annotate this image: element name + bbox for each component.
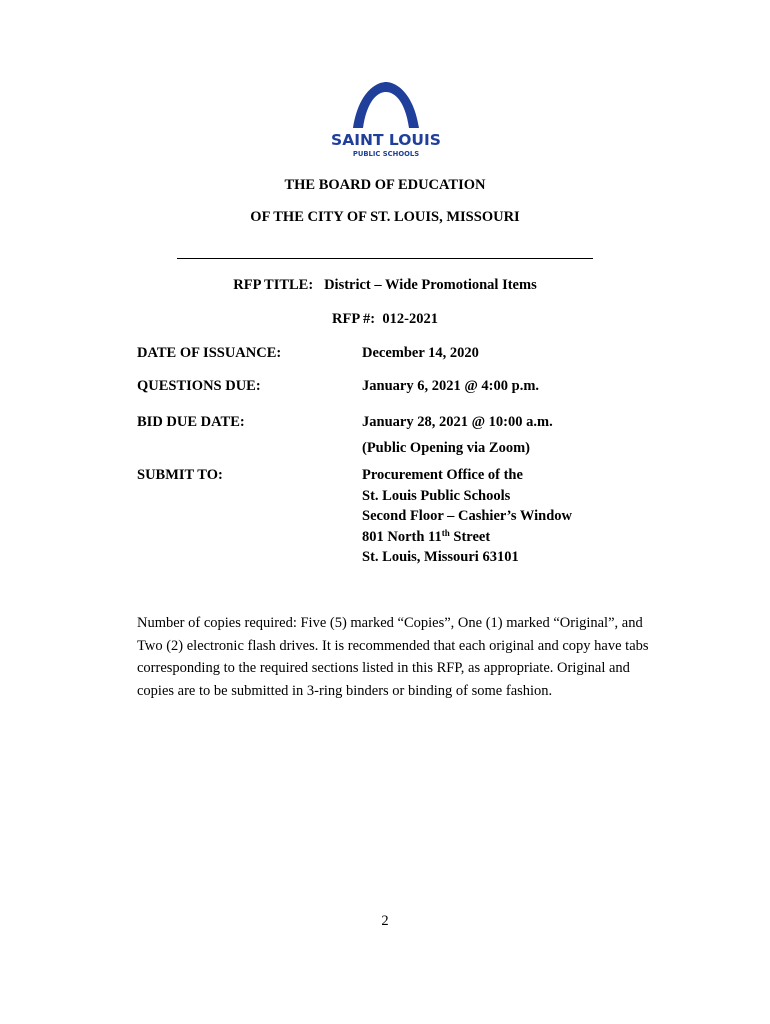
bid-due-value: January 28, 2021 @ 10:00 a.m. — [362, 414, 553, 430]
logo-subtitle: PUBLIC SCHOOLS — [352, 150, 420, 158]
submit-to-address — [362, 465, 572, 568]
rfp-number-line — [0, 311, 770, 328]
submit-to-label: SUBMIT TO: — [137, 467, 223, 483]
logo-wordmark: SAINT LOUIS — [331, 131, 441, 149]
rfp-number-value: 012-2021 — [382, 311, 438, 327]
ordinal-suffix: th — [441, 527, 450, 538]
board-title: THE BOARD OF EDUCATION — [284, 177, 486, 193]
board-subtitle: OF THE CITY OF ST. LOUIS, MISSOURI — [250, 209, 520, 225]
rfp-title-line — [0, 277, 770, 294]
bid-due-label: BID DUE DATE: — [137, 414, 245, 430]
rfp-title-label: RFP TITLE: — [233, 277, 314, 293]
street-name: Street — [449, 528, 491, 545]
page-number: 2 — [381, 913, 389, 929]
bid-opening-note: (Public Opening via Zoom) — [362, 440, 530, 456]
copies-instructions: Number of copies required: Five (5) marked “Copies”, One (1) marked “Original”, and Two (2) electronic flash drives. It is recommended that each original and copy have tabs corresponding to the required sections listed in this RFP, as appropriate. Original and copies are to be submitted in 3-ring binders or binding of some fashion. — [137, 615, 649, 699]
gateway-arch-shape — [353, 82, 419, 128]
address-line — [362, 527, 572, 548]
address-line: St. Louis, Missouri 63101 — [362, 549, 519, 565]
address-line: Second Floor – Cashier’s Window — [362, 508, 573, 524]
arch-logo-graphic — [326, 78, 446, 160]
saint-louis-public-schools-logo — [326, 78, 446, 160]
header-divider — [177, 258, 593, 259]
rfp-number-label: RFP #: — [332, 311, 376, 327]
address-line: Procurement Office of the — [362, 467, 523, 483]
issuance-date-value: December 14, 2020 — [362, 345, 479, 361]
address-line: St. Louis Public Schools — [362, 487, 511, 504]
questions-due-label: QUESTIONS DUE: — [137, 378, 261, 394]
issuance-date-label: DATE OF ISSUANCE: — [137, 345, 282, 361]
rfp-title-value: District – Wide Promotional Items — [324, 277, 537, 293]
street-number: 801 North 11 — [362, 528, 442, 545]
questions-due-value: January 6, 2021 @ 4:00 p.m. — [362, 378, 540, 394]
